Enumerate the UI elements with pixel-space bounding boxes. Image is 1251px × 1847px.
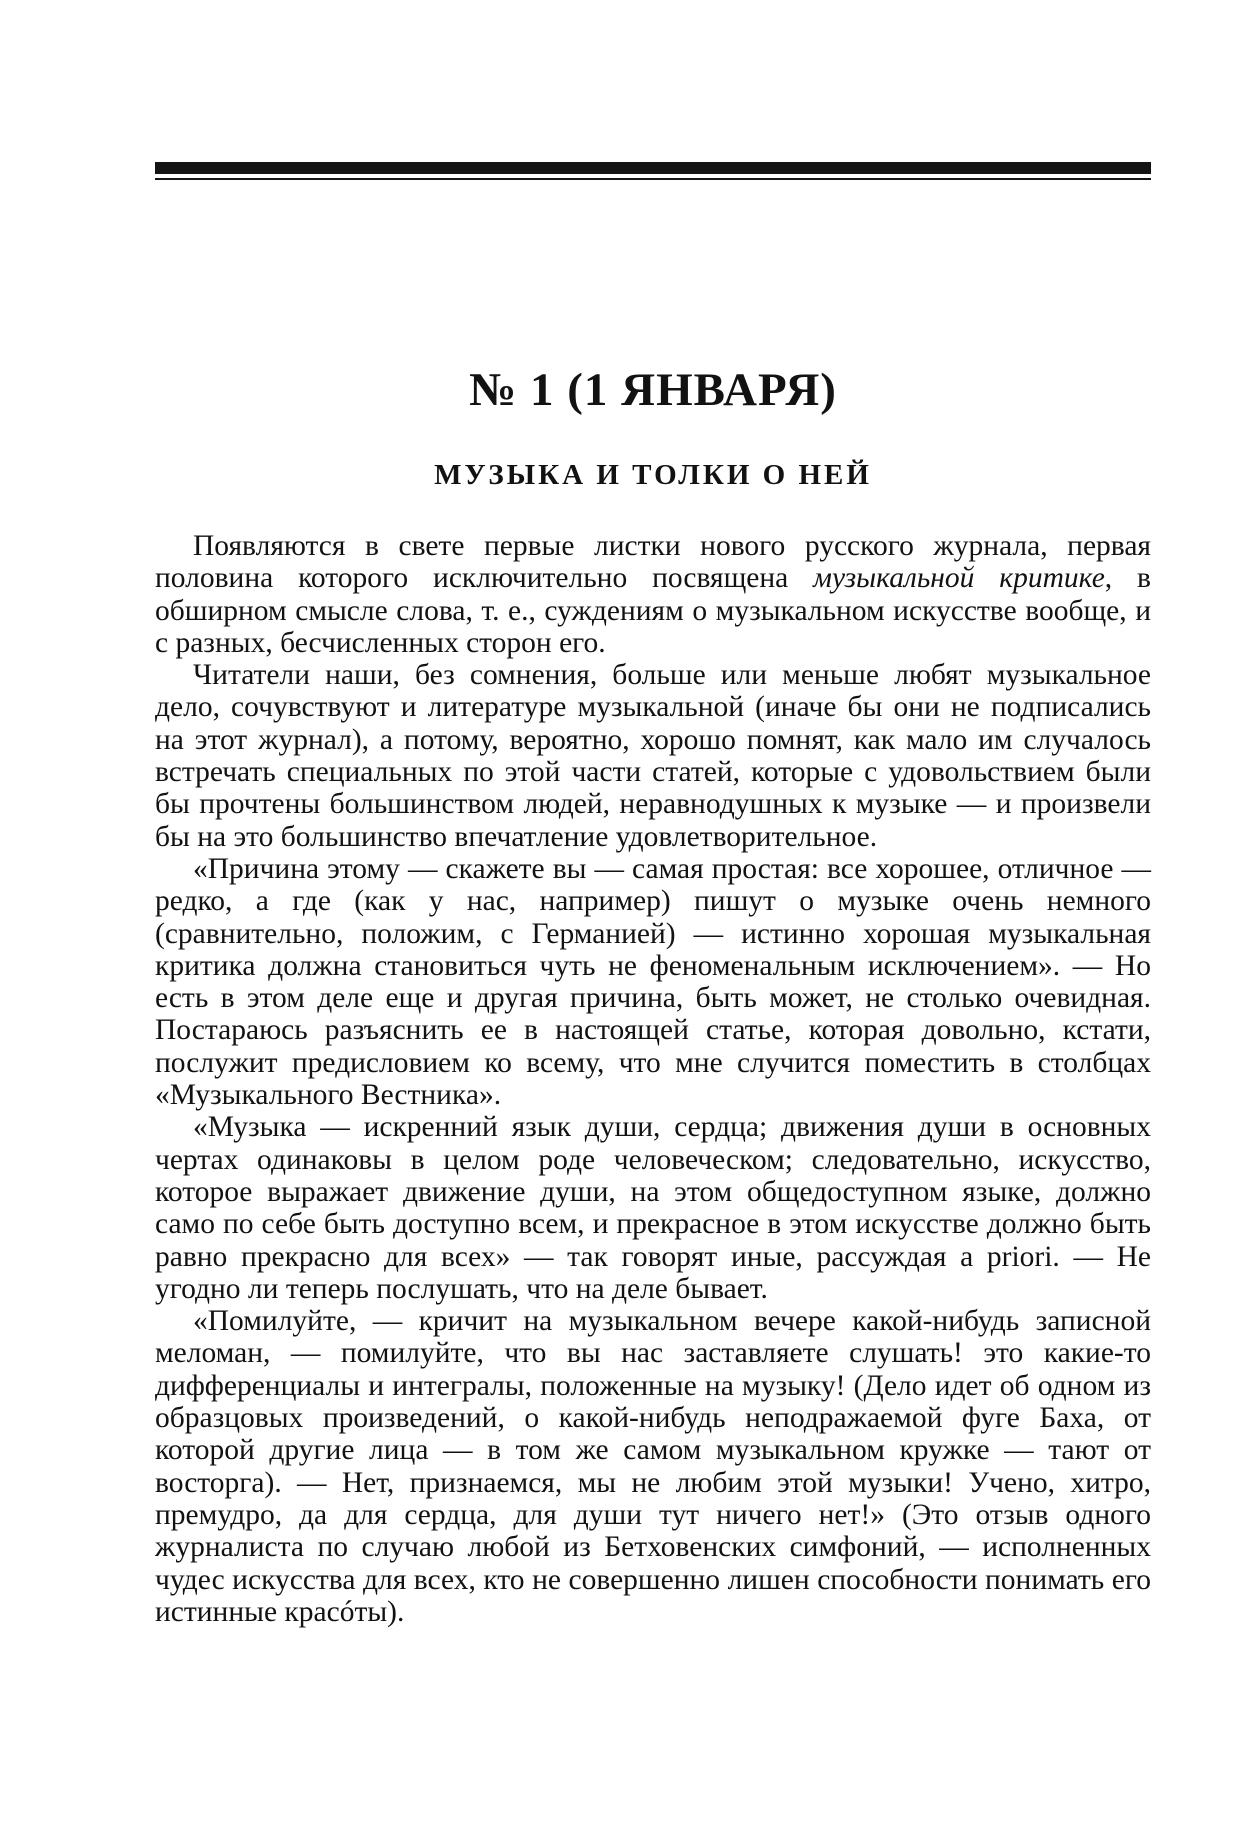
paragraph-3: «Причина этому — скажете вы — самая простая: все хорошее, отличное — редко, а где (как у нас, например) пишут о музыке очень немного (сравнительно, положим, с Германией) — истинно хорошая музыкальная критика должна становиться чуть не феноменальным исключением». — Но есть в этом деле еще и другая причина, быть может, не столько очевидная. Постараюсь разъяснить ее в настоящей статье, которая довольно, кстати, послужит предисловием ко всему, что мне случится поместить в столбцах «Музыкального Вестника».: [155, 852, 1151, 1112]
header-rule-thick: [155, 162, 1151, 174]
paragraph-1-start: Появляются в свете первые листки нового русского журнала, первая половина которого исключительно посвящена: [155, 530, 1151, 595]
article-body: [155, 530, 1151, 1628]
paragraph-5: «Помилуйте, — кричит на музыкальном вечере какой-нибудь записной меломан, — помилуйте, что вы нас заставляете слушать! это какие-то дифференциалы и интегралы, положенные на музыку! (Дело идет об одном из образцовых произведений, о какой-нибудь неподражаемой фуге Баха, от которой другие лица — в том же самом музыкальном кружке — тают от восторга). — Нет, признаемся, мы не любим этой музыки! Учено, хитро, премудро, да для сердца, для души тут ничего нет!» (Это отзыв одного журналиста по случаю любой из Бетховенских симфоний, — исполненных чудес искусства для всех, кто не совершенно лишен способности понимать его истинные красóты).: [155, 1305, 1151, 1628]
paragraph-1: [155, 530, 1151, 659]
article-title: МУЗЫКА И ТОЛКИ О НЕЙ: [434, 459, 872, 491]
paragraph-4: «Музыка — искренний язык души, сердца; движения души в основных чертах одинаковы в целом роде человеческом; следовательно, искусство, которое выражает движение души, на этом общедоступном языке, должно само по себе быть доступно всем, и прекрасное в этом искусстве должно быть равно прекрасно для всех» — так говорят иные, рассуждая a priori. — Не угодно ли теперь послушать, что на деле бывает.: [155, 1111, 1151, 1305]
issue-title: № 1 (1 ЯНВАРЯ): [469, 364, 837, 416]
header-rule-thin: [155, 178, 1151, 180]
emphasis-music-criticism: музыкальной критике: [813, 562, 1105, 595]
paragraph-1-end: , в обширном смысле слова, т. е., суждениям о музыкальном искусстве вообще, и с разных, бесчисленных сторон его.: [155, 562, 1151, 659]
paragraph-2: Читатели наши, без сомнения, больше или меньше любят музыкальное дело, сочувствуют и литературе музыкальной (иначе бы они не подписались на этот журнал), а потому, вероятно, хорошо помнят, как мало им случалось встречать специальных по этой части статей, которые с удовольствием были бы прочтены большинством людей, неравнодушных к музыке — и произвели бы на это большинство впечатление удовлетворительное.: [155, 659, 1151, 853]
